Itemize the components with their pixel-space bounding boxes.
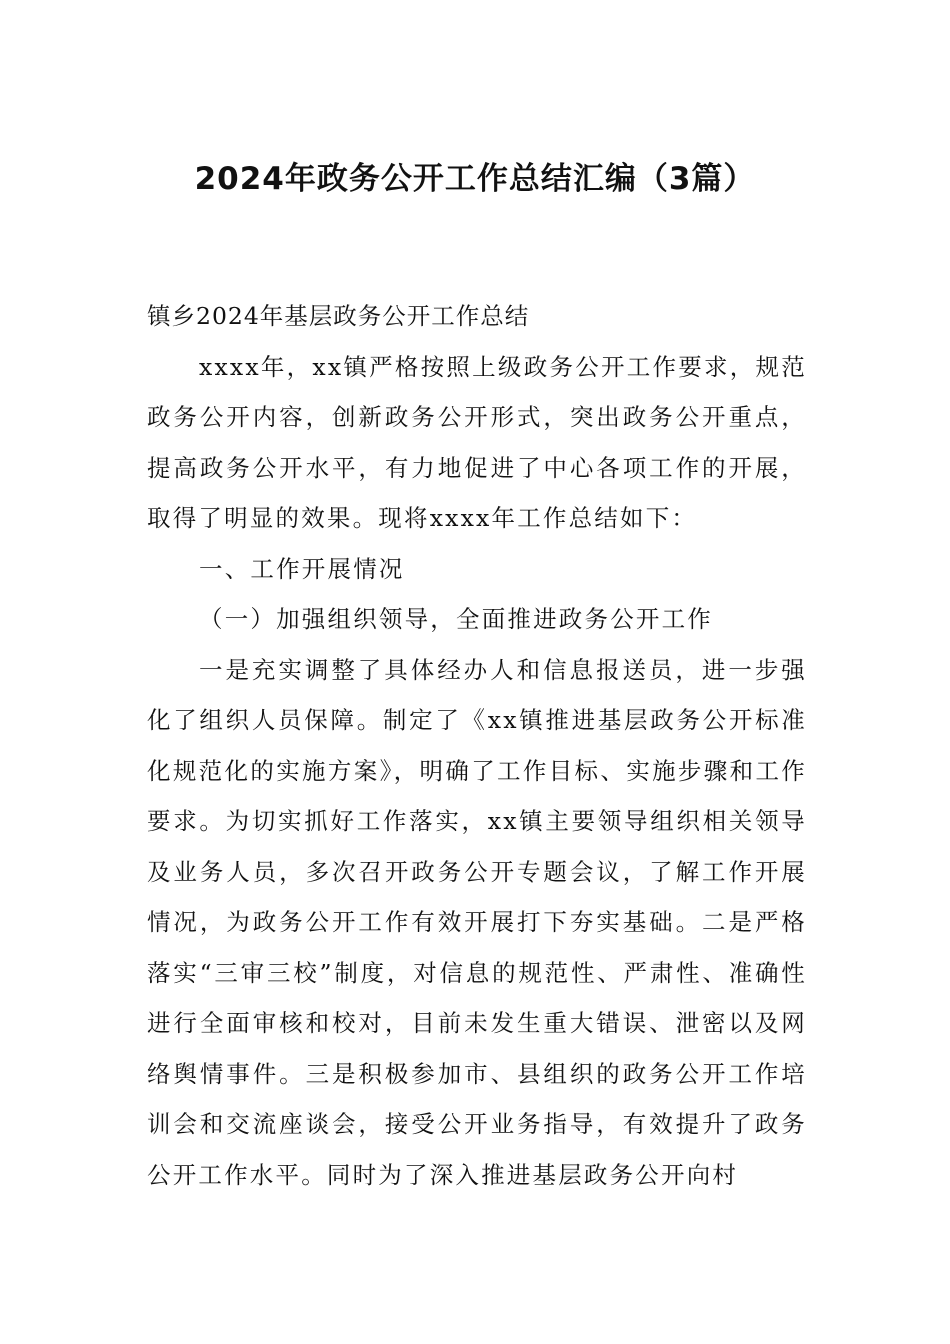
heading-subsection-1: （一）加强组织领导，全面推进政务公开工作 (199, 605, 713, 633)
document-title: 2024年政务公开工作总结汇编（3篇） (194, 161, 756, 197)
heading-section-1: 一、工作开展情况 (199, 554, 405, 583)
paragraph-intro: xxxx年，xx镇严格按照上级政务公开工作要求，规范政务公开内容，创新政务公开形式，突出政务公开重点，提高政务公开水平，有力地促进了中心各项工作的开展，取得了明显的效果。现将xxxx年工作总结如下： (147, 352, 807, 532)
document-body (147, 291, 807, 1200)
section-subtitle: 镇乡2024年基层政务公开工作总结 (147, 302, 530, 330)
paragraph-body: 一是充实调整了具体经办人和信息报送员，进一步强化了组织人员保障。制定了《xx镇推进基层政务公开标准化规范化的实施方案》，明确了工作目标、实施步骤和工作要求。为切实抓好工作落实，xx镇主要领导组织相关领导及业务人员，多次召开政务公开专题会议，了解工作开展情况，为政务公开工作有效开展打下夯实基础。二是严格落实“三审三校”制度，对信息的规范性、严肃性、准确性进行全面审核和校对，目前未发生重大错误、泄密以及网络舆情事件。三是积极参加市、县组织的政务公开工作培训会和交流座谈会，接受公开业务指导，有效提升了政务公开工作水平。同时为了深入推进基层政务公开向村 (147, 655, 807, 1189)
